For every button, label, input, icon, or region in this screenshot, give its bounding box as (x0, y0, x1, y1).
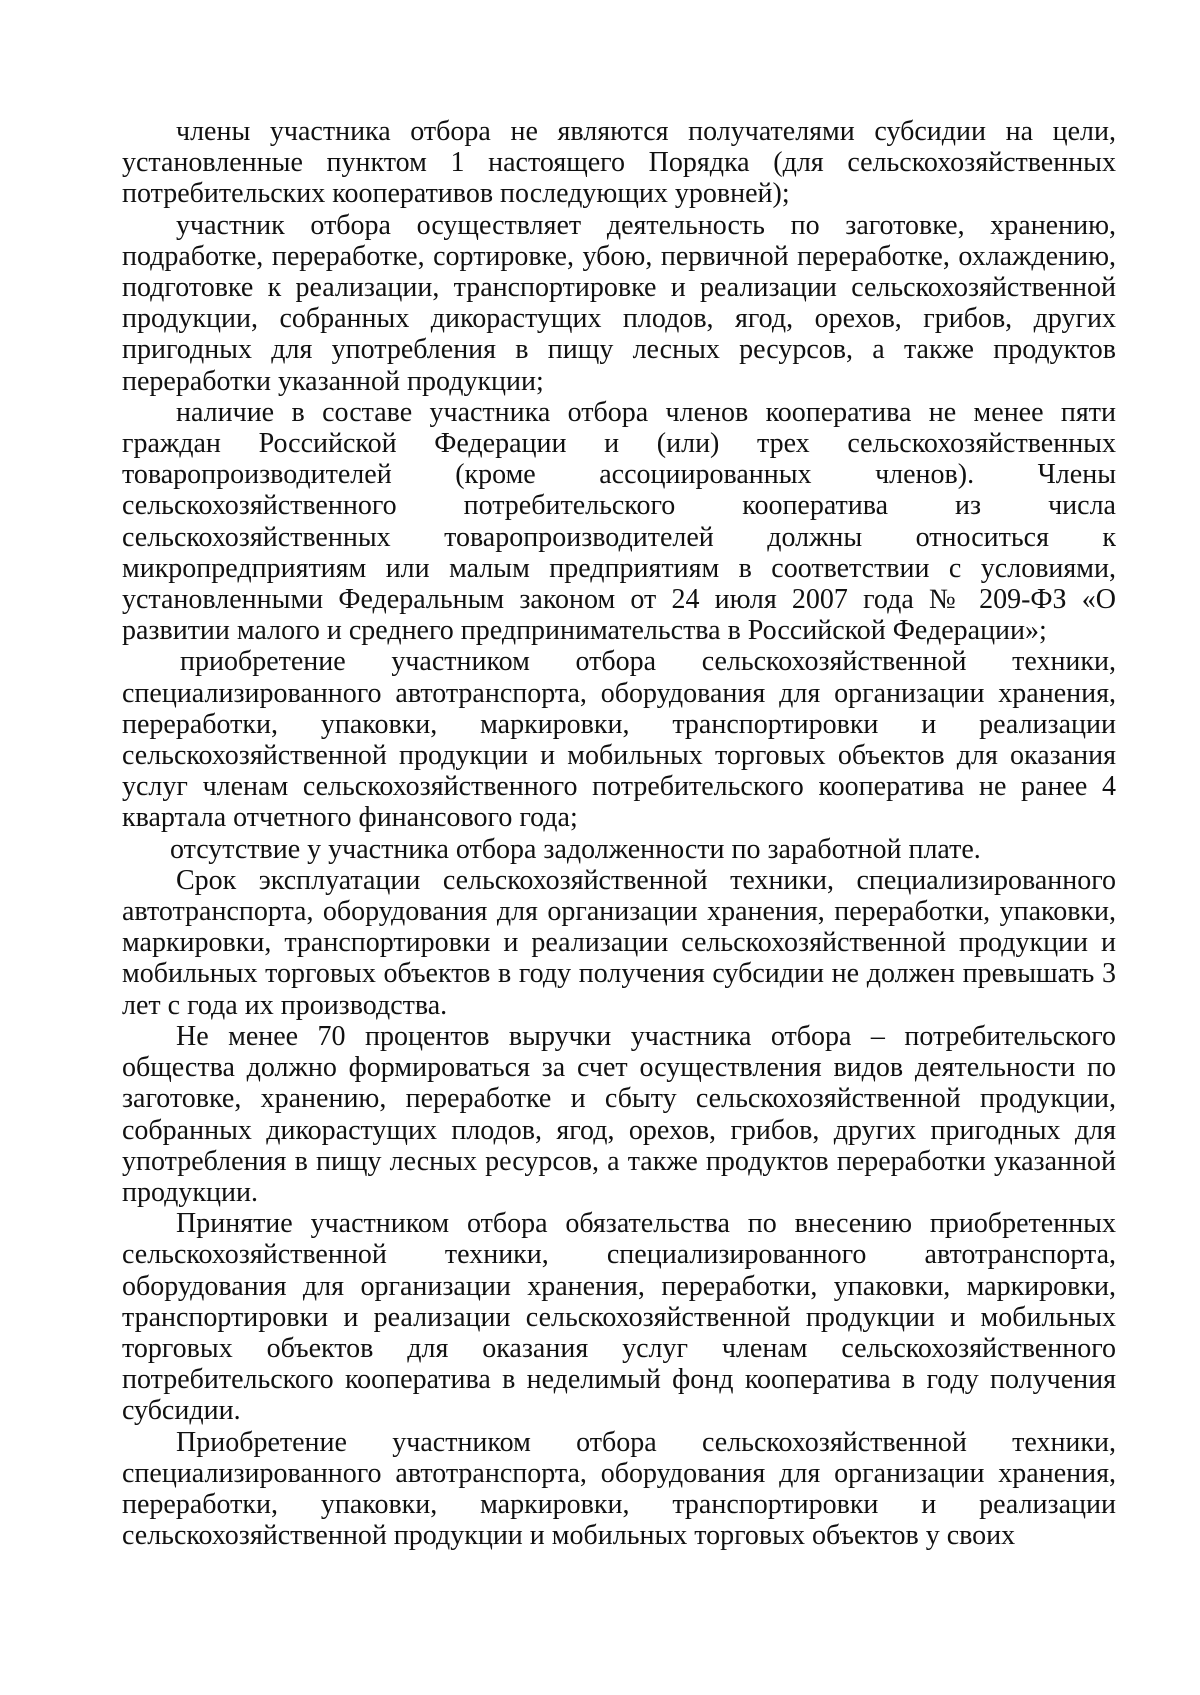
paragraph-indivisible-fund-obligation: Принятие участником отбора обязательства по внесению приобретенных сельскохозяйственной техники, специализированного автотранспорта, оборудования для организации хранения, переработки, упаковки, маркировки, транспортировки и реализации сельскохозяйственной продукции и мобильных торговых объектов для оказания услуг членам сельскохозяйственного потребительского кооператива в неделимый фонд кооператива в году получения субсидии. (122, 1208, 1116, 1427)
paragraph-no-wage-debt: отсутствие у участника отбора задолженности по заработной плате. (170, 833, 981, 865)
paragraph-equipment-acquisition: приобретение участником отбора сельскохозяйственной техники, специализированного автотранспорта, оборудования для организации хранения, переработки, упаковки, маркировки, транспортировки и реализации сельскохозяйственной продукции и мобильных торговых объектов для оказания услуг членам сельскохозяйственного потребительского кооператива не ранее 4 квартала отчетного финансового года; (122, 646, 1116, 834)
paragraph-cooperative-membership: наличие в составе участника отбора членов кооператива не менее пяти граждан Российской Федерации и (или) трех сельскохозяйственных товаропроизводителей (кроме ассоциированных членов). Члены сельскохозяйственного потребительского кооператива из числа сельскохозяйственных товаропроизводителей должны относиться к микропредприятиям или малым предприятиям в соответствии с условиями, установленными Федеральным законом от 24 июля 2007 года № 209-ФЗ «О развитии малого и среднего предпринимательства в Российской Федерации»; (122, 396, 1116, 647)
paragraph-activity-types: участник отбора осуществляет деятельность по заготовке, хранению, подработке, переработке, сортировке, убою, первичной переработке, охлаждению, подготовке к реализации, транспортировке и реализации сельскохозяйственной продукции, собранных дикорастущих плодов, ягод, орехов, грибов, других пригодных для употребления в пищу лесных ресурсов, а также продуктов переработки указанной продукции; (122, 209, 1116, 397)
paragraph-service-life: Срок эксплуатации сельскохозяйственной техники, специализированного автотранспорта, оборудования для организации хранения, переработки, упаковки, маркировки, транспортировки и реализации сельскохозяйственной продукции и мобильных торговых объектов в году получения субсидии не должен превышать 3 лет с года их производства. (122, 864, 1116, 1021)
document-body (122, 116, 1116, 1551)
paragraph-revenue-share: Не менее 70 процентов выручки участника отбора – потребительского общества должно формироваться за счет осуществления видов деятельности по заготовке, хранению, переработке и сбыту сельскохозяйственной продукции, собранных дикорастущих плодов, ягод, орехов, грибов, других пригодных для употребления в пищу лесных ресурсов, а также продуктов переработки указанной продукции. (122, 1020, 1116, 1208)
paragraph-acquisition-from-members: Приобретение участником отбора сельскохозяйственной техники, специализированного автотранспорта, оборудования для организации хранения, переработки, упаковки, маркировки, транспортировки и реализации сельскохозяйственной продукции и мобильных торговых объектов у своих (122, 1426, 1116, 1552)
paragraph-members-not-recipients: члены участника отбора не являются получателями субсидии на цели, установленные пунктом 1 настоящего Порядка (для сельскохозяйственных потребительских кооперативов последующих уровней); (122, 116, 1116, 210)
